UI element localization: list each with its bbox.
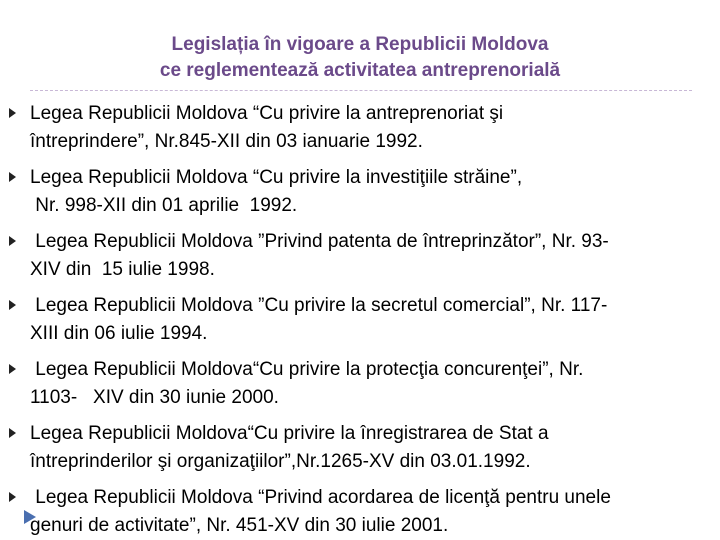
triangle-bullet-icon xyxy=(9,492,16,502)
law-item-line-2: întreprindere”, Nr.845-XII din 03 ianuarie 1992. xyxy=(30,131,423,152)
law-item-line-2: genuri de activitate”, Nr. 451-XV din 30 iulie 2001. xyxy=(30,515,449,536)
triangle-bullet-icon xyxy=(9,108,16,118)
law-item-line-2: întreprinderilor şi organizaţiilor”,Nr.1265-XV din 03.01.1992. xyxy=(30,451,531,472)
law-item-line-1: Legea Republicii Moldova “Privind acordarea de licenţă pentru unele xyxy=(30,487,611,508)
law-item-line-2: Nr. 998-XII din 01 aprilie 1992. xyxy=(30,195,298,216)
triangle-bullet-icon xyxy=(9,300,16,310)
law-item-line-1: Legea Republicii Moldova “Cu privire la investiţiile străine”, xyxy=(30,167,523,188)
law-item xyxy=(0,484,720,540)
law-item-line-2: 1103- XIV din 30 iunie 2000. xyxy=(30,387,279,408)
law-item-line-1: Legea Republicii Moldova ”Privind patenta de întreprinzător”, Nr. 93- xyxy=(30,231,609,252)
law-item-line-1: Legea Republicii Moldova“Cu privire la protecţia concurenţei”, Nr. xyxy=(30,359,584,380)
law-item xyxy=(0,228,720,292)
law-item xyxy=(0,292,720,356)
slide-title xyxy=(60,32,660,84)
law-item-line-1: Legea Republicii Moldova“Cu privire la înregistrarea de Stat a xyxy=(30,423,549,444)
title-divider xyxy=(30,90,692,91)
law-list xyxy=(0,100,720,540)
title-line-1: Legislația în vigoare a Republicii Moldova xyxy=(171,34,549,55)
law-item-line-1: Legea Republicii Moldova ”Cu privire la secretul comercial”, Nr. 117- xyxy=(30,295,608,316)
law-item xyxy=(0,164,720,228)
law-item xyxy=(0,100,720,164)
triangle-bullet-icon xyxy=(9,428,16,438)
law-item xyxy=(0,356,720,420)
law-item xyxy=(0,420,720,484)
triangle-bullet-icon xyxy=(9,364,16,374)
law-item-line-1: Legea Republicii Moldova “Cu privire la antreprenoriat şi xyxy=(30,103,504,124)
law-item-line-2: XIV din 15 iulie 1998. xyxy=(30,259,215,280)
title-line-2: ce reglementează activitatea antreprenorială xyxy=(159,60,561,81)
triangle-bullet-icon xyxy=(9,236,16,246)
law-item-line-2: XIII din 06 iulie 1994. xyxy=(30,323,208,344)
triangle-bullet-icon xyxy=(9,172,16,182)
play-arrow-icon[interactable] xyxy=(24,510,36,524)
